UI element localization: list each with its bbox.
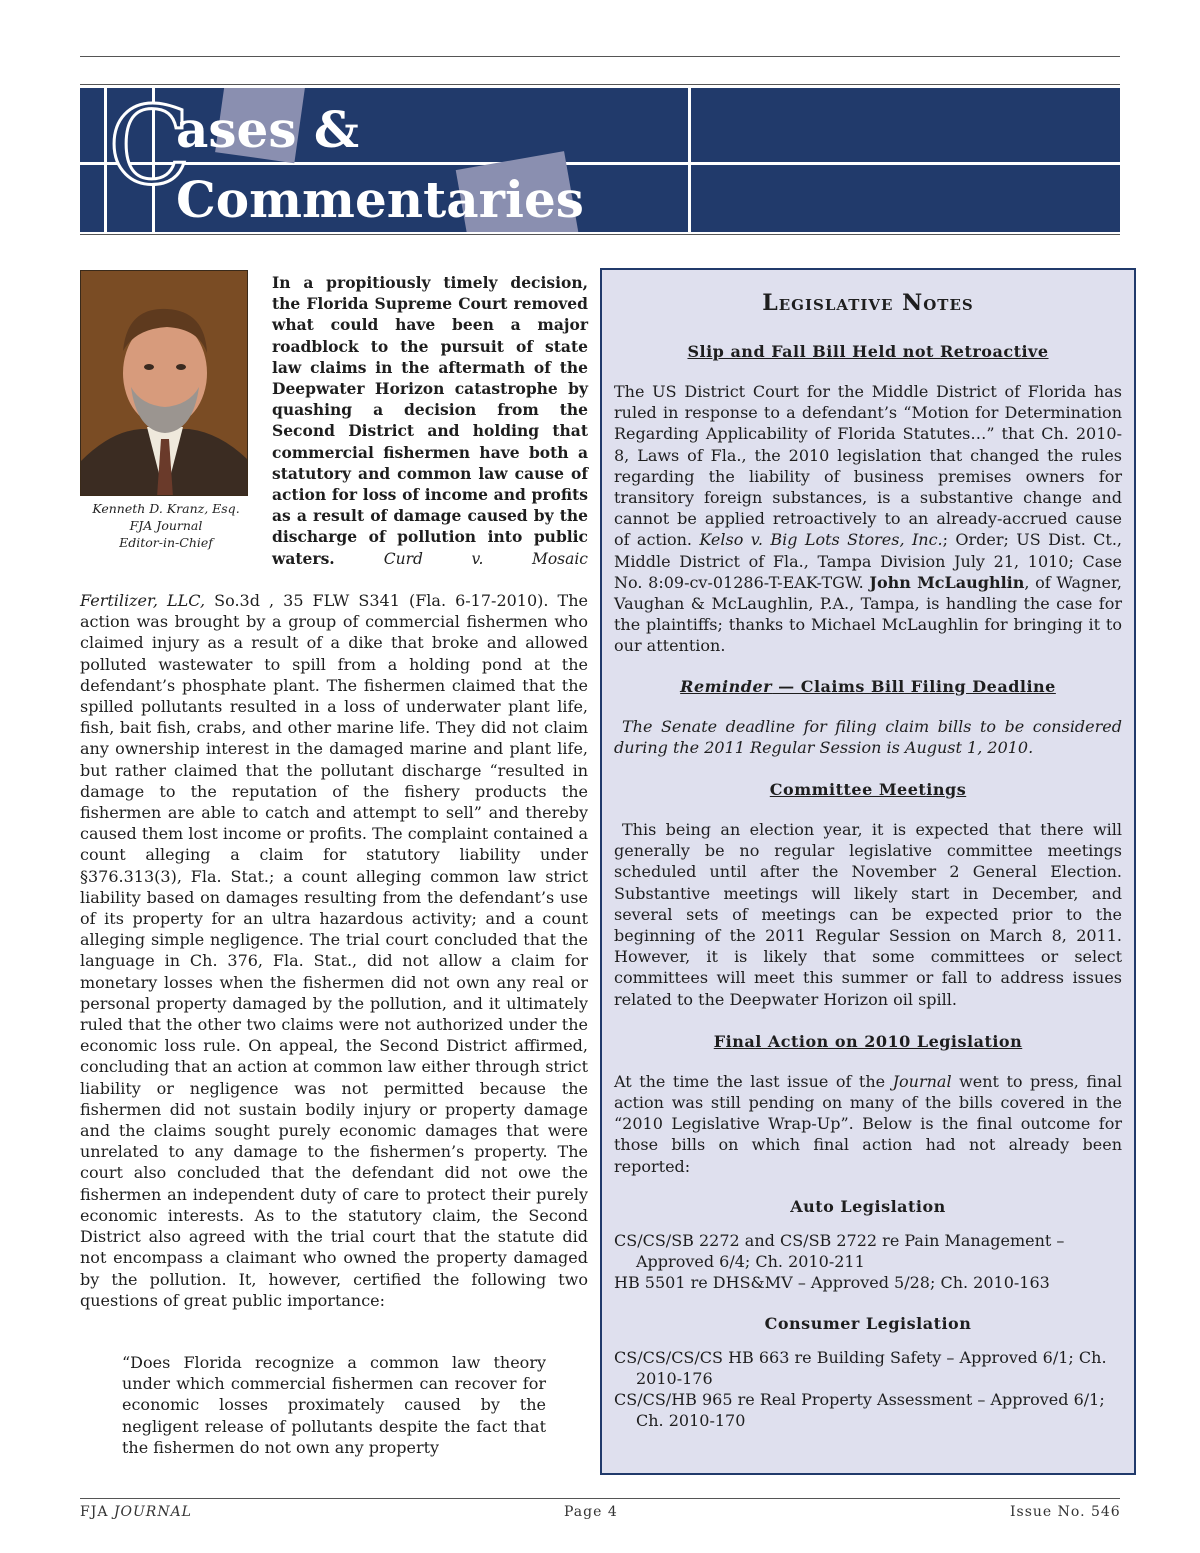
photo-caption — [80, 500, 252, 551]
heading-consumer-legislation: Consumer Legislation — [764, 1313, 972, 1333]
attorney-name: John McLaughlin — [869, 572, 1025, 592]
caption-name: Kenneth D. Kranz, Esq. — [92, 501, 240, 516]
banner-drop-cap: C — [108, 88, 191, 209]
banner-bottom-rule — [80, 234, 1120, 235]
body-text: The action was brought by a group of commercial fishermen who claimed injury as a result of a dike that broke and allowed polluted wastewater to spill from a holding pond at the defendant’s phosphate plant. The fishermen claimed that the spilled pollutants resulted in a loss of underwater plant life, fish, bait fish, crabs, and other marine life. They did not claim any ownership interest in the damaged marine and plant life, but rather claimed that the pollutant discharge “resulted in damage to the reputation of the fishery products the fishermen are able to catch and attempt to sell” and thereby caused them lost income or profits. The complaint contained a count alleging a claim for statutory liability under §376.313(3), Fla. Stat.; a count alleging common law strict liability based on damages resulting from the defendant’s use of its property for an ultra hazardous activity; and a count alleging simple negligence. The trial court concluded that the language in Ch. 376, Fla. Stat., did not allow a claim for monetary losses when the fishermen did not own any real or personal property damaged by the pollution, and it ultimately ruled that the other two claims were not authorized under the economic loss rule. On appeal, the Second District affirmed, concluding that an action at common law either through strict liability or negligence was not permitted because the fishermen did not sustain bodily injury or property damage and the claims sought purely economic damages that were unrelated to any damage to the fishermen’s property. The court also concluded that the defendant did not owe the fishermen an independent duty of care to protect their purely economic interests. As to the statutory claim, the Second District also agreed with the trial court that the statute did not encompass a claimant who owned the property damaged by the pollution. It, however, certified the following two questions of great public importance: — [80, 591, 588, 1310]
banner-title-line2: Commentaries — [176, 170, 584, 229]
citation-continued: Fertilizer, LLC, — [80, 591, 206, 610]
heading-claims-bill-deadline: Reminder — Claims Bill Filing Deadline — [680, 676, 1056, 696]
caption-org: FJA Journal — [129, 518, 203, 533]
heading-final-action: Final Action on 2010 Legislation — [713, 1031, 1023, 1051]
list-item: CS/CS/CS/CS HB 663 re Building Safety – Approved 6/1; Ch. 2010-176 — [614, 1347, 1107, 1388]
list-item: CS/CS/HB 965 re Real Property Assessment – Approved 6/1; Ch. 2010-170 — [614, 1389, 1105, 1431]
claims-bill-text: The Senate deadline for filing claim bills to be considered during the 2011 Regular Session is August 1, 2010. — [614, 716, 1122, 757]
lede-citation: Curd v. Mosaic — [383, 549, 588, 568]
lede-paragraph — [272, 272, 588, 570]
lede-text: In a propitiously timely decision, the Florida Supreme Court removed what could have been a major roadblock to the pursuit of state law claims in the aftermath of the Deepwater Horizon catastrophe by quashing a decision from the Second District and holding that commercial fishermen have both a statutory and common law cause of action for loss of income and profits as a result of damage caused by the discharge of pollution into public waters. — [272, 273, 588, 568]
heading-slip-and-fall: Slip and Fall Bill Held not Retroactive — [687, 342, 1049, 361]
certified-question-quote: “Does Florida recognize a common law theory under which commercial fishermen can recover for economic losses proximately caused by the negligent release of pollutants despite the fact that the fishermen do not own any property — [122, 1353, 546, 1457]
citation-rest: So.3d , 35 FLW S341 (Fla. 6-17-2010). — [214, 591, 549, 610]
heading-auto-legislation: Auto Legislation — [790, 1196, 946, 1216]
footer-rule — [80, 1498, 1120, 1499]
author-photo — [80, 270, 248, 496]
article-body — [80, 590, 588, 1311]
banner-title-line1: ases & — [176, 100, 360, 159]
heading-committee-meetings: Committee Meetings — [769, 780, 967, 800]
footer-page-number: Page 4 — [564, 1504, 618, 1520]
top-rule — [80, 56, 1120, 57]
banner-top-rule — [80, 84, 1120, 85]
legislative-notes-box — [600, 268, 1136, 1475]
section-banner — [80, 88, 1120, 232]
journal-title: Journal — [892, 1071, 952, 1091]
footer-issue-number: Issue No. 546 — [1010, 1504, 1121, 1520]
list-item: HB 5501 re DHS&MV – Approved 5/28; Ch. 2010-163 — [614, 1273, 1050, 1293]
list-item: CS/CS/SB 2272 and CS/SB 2722 re Pain Management – Approved 6/4; Ch. 2010-211 — [614, 1230, 1065, 1272]
legislative-notes-title: Legislative Notes — [762, 290, 974, 316]
slip-and-fall-text: The US District Court for the Middle District of Florida has ruled in response to a defendant’s “Motion for Determination Regarding Applicability of Florida Statutes…” that Ch. 2010-8, Laws of Fla., the 2010 legislation that changed the rules regarding the liability of business premises owners for transitory foreign substances, is a substantive change and cannot be applied retroactively to an already-accrued cause of action. Kelso v. Big Lots Stores, Inc.; Order; US Dist. Ct., Middle District of Fla., Tampa Division July 21, 1010; Case No. 8:09-cv-01286-T-EAK-TGW. John McLaughlin, of Wagner, Vaughan & McLaughlin, P.A., Tampa, is handling the case for the plaintiffs; thanks to Michael McLaughlin for bringing it to our attention. — [614, 382, 1123, 656]
footer-publication: FJA JOURNAL — [80, 1504, 192, 1520]
committee-meetings-text: This being an election year, it is expected that there will generally be no regular legislative committee meetings scheduled until after the November 2 General Election. Substantive meetings will likely start in December, and several sets of meetings can be expected prior to the beginning of the 2011 Regular Session on March 8, 2011. However, it is likely that some committees or select committees will meet this summer or fall to address issues related to the Deepwater Horizon oil spill. — [614, 820, 1122, 1009]
caption-role: Editor-in-Chief — [119, 535, 213, 550]
case-name: Kelso v. Big Lots Stores, Inc. — [699, 530, 943, 550]
final-action-text: At the time the last issue of the Journal went to press, final action was still pending on many of the bills covered in the “2010 Legislative Wrap-Up”. Below is the final outcome for those bills on which final action had not already been reported: — [614, 1071, 1123, 1176]
